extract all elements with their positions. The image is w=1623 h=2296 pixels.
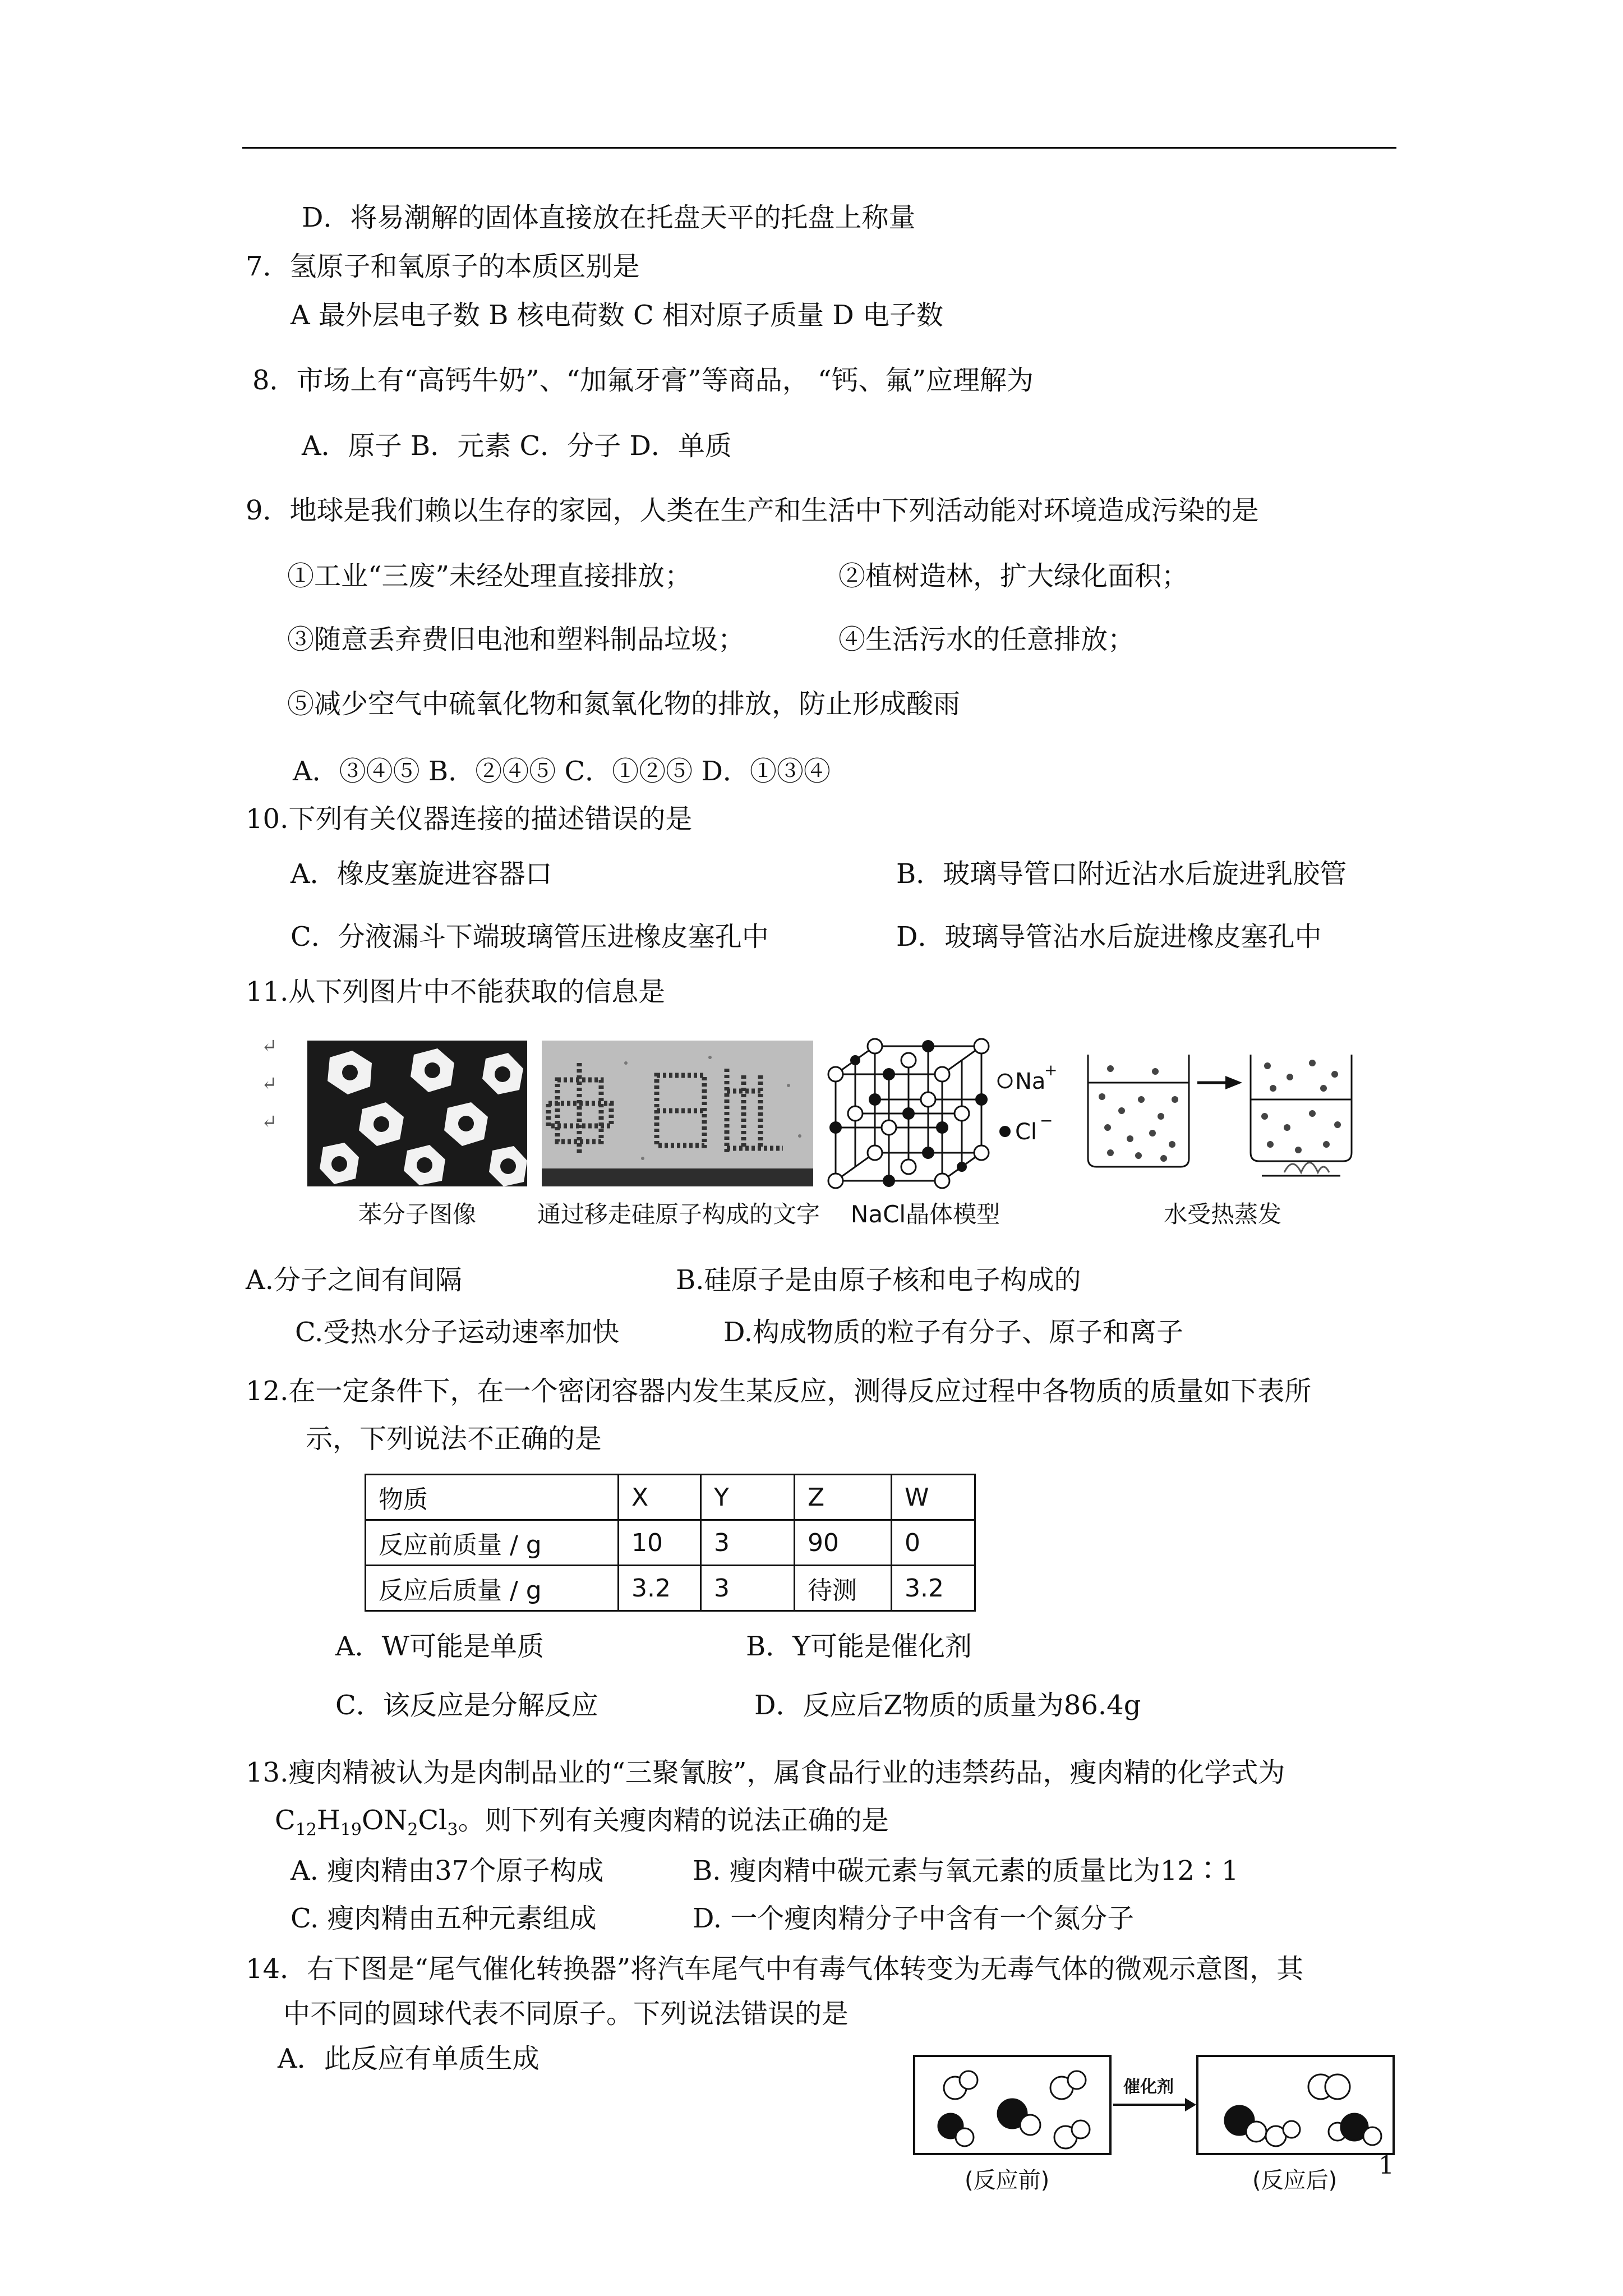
q10-option-c: C．分液漏斗下端玻璃管压进橡皮塞孔中: [291, 921, 769, 953]
q13-stem-rest: 。则下列有关瘦肉精的说法正确的是: [458, 1805, 889, 1836]
q12-data-table: [365, 1474, 976, 1612]
q9-options: A．③④⑤ B．②④⑤ C．①②⑤ D．①③④: [293, 756, 831, 787]
q13-stem-line2: [275, 1803, 889, 1847]
q13-stem-line1: 13.瘦肉精被认为是肉制品业的“三聚氰胺”，属食品行业的违禁药品，瘦肉精的化学式为: [246, 1757, 1285, 1788]
catalyst-label: 催化剂: [1123, 2077, 1174, 2097]
formula-sub: 3: [447, 1820, 458, 1840]
table-row: [366, 1520, 975, 1566]
q14-stem-line1: 14．右下图是“尾气催化转换器”将汽车尾气中有毒气体转变为无毒气体的微观示意图，其: [246, 1953, 1304, 1985]
table-cell: Z: [795, 1475, 892, 1520]
q10-option-a: A．橡皮塞旋进容器口: [291, 858, 552, 890]
benzene-molecule-image: [307, 1041, 527, 1186]
table-cell: 待测: [795, 1566, 892, 1611]
caption-silicon: 通过移走硅原子构成的文字: [537, 1200, 820, 1228]
table-cell: 3: [701, 1566, 795, 1611]
cl-label: Cl: [1015, 1119, 1038, 1145]
caption-water: 水受热蒸发: [1163, 1200, 1281, 1228]
formula-cl: Cl: [418, 1805, 448, 1836]
q11-option-a: A.分子之间有间隔: [246, 1264, 462, 1296]
q7-stem: 7．氢原子和氧原子的本质区别是: [246, 251, 640, 282]
return-mark: ↵: [261, 1073, 278, 1095]
q10-stem: 10.下列有关仪器连接的描述错误的是: [246, 803, 693, 835]
table-cell: W: [892, 1475, 975, 1520]
table-cell: 反应前质量 / g: [366, 1520, 619, 1566]
q6-option-d: D．将易潮解的固体直接放在托盘天平的托盘上称量: [302, 202, 916, 233]
table-cell: 0: [892, 1520, 975, 1566]
q10-option-d: D．玻璃导管沾水后旋进橡皮塞孔中: [896, 921, 1322, 953]
q13-option-a: A. 瘦肉精由37个原子构成: [291, 1855, 604, 1887]
table-header-row: [366, 1475, 975, 1520]
q13-option-b: B. 瘦肉精中碳元素与氧元素的质量比为12∶1: [693, 1855, 1239, 1887]
q11-option-b: B.硅原子是由原子核和电子构成的: [676, 1264, 1081, 1296]
caption-benzene: 苯分子图像: [358, 1200, 476, 1228]
catalytic-converter-diagram: [911, 2053, 1410, 2193]
q14-option-a: A．此反应有单质生成: [278, 2043, 540, 2074]
table-cell: 3.2: [619, 1566, 701, 1611]
q9-item-5: ⑤减少空气中硫氧化物和氮氧化物的排放，防止形成酸雨: [287, 688, 961, 720]
table-cell: 3: [701, 1520, 795, 1566]
q8-options: A．原子 B．元素 C．分子 D．单质: [302, 430, 732, 462]
caption-nacl: NaCl晶体模型: [850, 1200, 1000, 1228]
q12-option-d: D．反应后Z物质的质量为86.4g: [754, 1690, 1141, 1721]
q9-item-4: ④生活污水的任意排放；: [838, 624, 1135, 655]
table-cell: Y: [701, 1475, 795, 1520]
table-cell: X: [619, 1475, 701, 1520]
q12-option-a: A．W可能是单质: [335, 1631, 545, 1662]
page-number: 1: [1378, 2151, 1394, 2180]
q9-item-2: ②植树造林，扩大绿化面积；: [838, 560, 1189, 592]
q9-stem: 9．地球是我们赖以生存的家园，人类在生产和生活中下列活动能对环境造成污染的是: [246, 495, 1259, 526]
q7-options: A 最外层电子数 B 核电荷数 C 相对原子质量 D 电子数: [291, 300, 943, 331]
q8-stem: 8．市场上有“高钙牛奶”、“加氟牙膏”等商品， “钙、氟”应理解为: [252, 365, 1034, 396]
cl-superscript: −: [1040, 1111, 1053, 1130]
table-cell: 反应后质量 / g: [366, 1566, 619, 1611]
q9-item-1: ①工业“三废”未经处理直接排放；: [287, 560, 692, 592]
q11-stem: 11.从下列图片中不能获取的信息是: [246, 976, 666, 1007]
table-cell: 物质: [366, 1475, 619, 1520]
q13-option-d: D. 一个瘦肉精分子中含有一个氮分子: [693, 1903, 1135, 1934]
q12-stem-line1: 12.在一定条件下，在一个密闭容器内发生某反应，测得反应过程中各物质的质量如下表所: [246, 1375, 1312, 1407]
formula-sub: 2: [407, 1820, 418, 1840]
q10-option-b: B．玻璃导管口附近沾水后旋进乳胶管: [896, 858, 1347, 890]
formula-on: ON: [361, 1805, 408, 1836]
silicon-atoms-image: [542, 1041, 813, 1186]
return-mark: ↵: [261, 1035, 278, 1057]
table-cell: 10: [619, 1520, 701, 1566]
table-cell: 90: [795, 1520, 892, 1566]
q11-option-c: C.受热水分子运动速率加快: [295, 1317, 620, 1348]
table-cell: 3.2: [892, 1566, 975, 1611]
return-mark: ↵: [261, 1111, 278, 1133]
formula-sub: 12: [295, 1820, 317, 1840]
formula-c: C: [275, 1805, 296, 1836]
water-evaporation-image: [1077, 1043, 1368, 1189]
formula-sub: 19: [340, 1820, 362, 1840]
q14-stem-line2: 中不同的圆球代表不同原子。下列说法错误的是: [283, 1998, 849, 2030]
na-label: Na: [1015, 1069, 1046, 1094]
na-superscript: +: [1044, 1061, 1058, 1079]
q12-option-c: C．该反应是分解反应: [335, 1690, 598, 1721]
q12-stem-line2: 示，下列说法不正确的是: [306, 1423, 602, 1455]
nacl-crystal-model-image: [824, 1035, 1060, 1192]
q11-option-d: D.构成物质的粒子有分子、原子和离子: [723, 1317, 1184, 1348]
q13-option-c: C. 瘦肉精由五种元素组成: [291, 1903, 597, 1934]
before-caption: (反应前): [965, 2168, 1050, 2193]
header-rule: [242, 147, 1396, 149]
q12-option-b: B．Y可能是催化剂: [746, 1631, 972, 1662]
table-row: [366, 1566, 975, 1611]
after-caption: (反应后): [1252, 2168, 1338, 2193]
q9-item-3: ③随意丢弃费旧电池和塑料制品垃圾；: [287, 624, 745, 655]
formula-h: H: [316, 1805, 340, 1836]
